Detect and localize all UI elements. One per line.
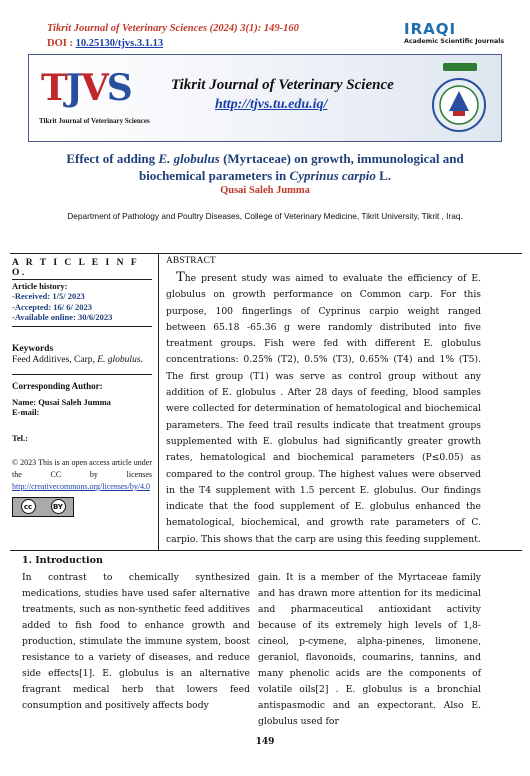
- keywords-section: [12, 344, 152, 375]
- telephone: Tel.:: [12, 432, 28, 443]
- by-icon: BY: [51, 499, 66, 514]
- title-species: E. globulus: [158, 151, 220, 166]
- intro-column-left: In contrast to chemically synthesized medications, studies have used safer alternative treatments, such as non-synthetic feed additives added to fish food to enhance growth and production, stimulate the immune system, boost resistance to a variety of diseases, and reduce side effects[1]. E. globulus is an alternative fragrant medical herb that lowers feed consumption and positively affects body: [22, 572, 250, 711]
- corresponding-heading: Corresponding Author:: [12, 380, 103, 391]
- abstract-body: [166, 270, 481, 548]
- paper-title: [40, 150, 490, 184]
- iraqi-logo-word: IRAQI: [404, 20, 457, 38]
- introduction-heading: 1. Introduction: [22, 555, 103, 566]
- tjvs-logo-letters: [41, 67, 131, 109]
- article-history: [12, 281, 152, 327]
- article-info-sidebar: [12, 255, 152, 517]
- intro-column-right: gain. It is a member of the Myrtaceae family and has drawn more attention for its medicinal and pharmaceutical antioxidant activity because of its extremely high levels of 1,8-cineol, p-cymene, alpha-pinenes, limonene, geraniol, flavonoids, coumarins, tannins, and many phenolic acids are the components of volatile oils[2] . E. globulus is a bronchial antispasmodic and an expectorant. Also E. globulus used for: [258, 572, 481, 727]
- logo-letter-v: V: [80, 67, 107, 109]
- cc-by-badge: [12, 497, 74, 517]
- cc-icon: cc: [21, 499, 36, 514]
- corresponding-name: Name: Qusai Saleh Jumma: [12, 396, 111, 407]
- keywords-heading: Keywords: [12, 343, 54, 354]
- accepted-date: -Accepted: 16/ 6/ 2023: [12, 301, 93, 312]
- abstract-divider: [10, 550, 522, 551]
- available-date: -Available online: 30/6/2023: [12, 312, 113, 322]
- article-info-heading: A R T I C L E I N F O.: [12, 255, 152, 280]
- abstract-drop-letter: T: [176, 270, 185, 285]
- logo-letter-t: T: [41, 67, 66, 109]
- doi-link[interactable]: 10.25130/tjvs.3.1.13: [75, 38, 164, 49]
- university-seal-icon: [423, 61, 491, 135]
- author-name: Qusai Saleh Jumma: [220, 185, 310, 196]
- title-part-2: (Myrtaceae) on growth, immunological and biochemical parameters in: [138, 151, 464, 183]
- journal-url-link[interactable]: http://tjvs.tu.edu.iq/: [215, 97, 328, 112]
- logo-letter-s: S: [106, 67, 131, 109]
- doi-line: [47, 38, 163, 49]
- title-fish: Cyprinus carpio: [289, 168, 376, 183]
- journal-banner: [28, 54, 502, 142]
- tjvs-logo: [37, 63, 150, 135]
- license-link[interactable]: http://creativecommons.org/licenses/by/4.0: [12, 481, 151, 491]
- title-part-3: L.: [375, 168, 392, 183]
- abstract-text: he present study was aimed to evaluate the efficiency of E. globulus on growth performance on Common carp. For this purpose, 100 fingerlings of Cyprinus carpio weight ranged between 65.18 -65.36 g were randomly distributed into five treatment groups. Fish were fed with different E. globulus concentrations: 0.25% (T2), 0.5% (T3), 0.65% (T4) and 1% (T5). The first group (T1) was serve as control group without any addition of E. globulus . After 28 days of feeding, blood samples were collected for determination of hematological and biochemical parameters. The feed trail results indicate that treatment groups supplemented with E. globulus had significantly greater growth rates, hematological and biochemical parameters (P≤0.05) as compared to the control group. The highest values were observed in the T4 supplement with 1.5 percent E. globulus. Our findings indicate that the food supplement of E. globulus enhanced the hematological, biochemical, and growth rate parameters of C. carpio. This shows that the carp are using this feeding supplement.: [166, 273, 481, 545]
- corresponding-email: E-mail:: [12, 406, 40, 417]
- header-divider: [10, 253, 522, 254]
- received-date: -Received: 1/5/ 2023: [12, 291, 85, 301]
- affiliation: Department of Pathology and Poultry Diseases, College of Veterinary Medicine, Tikrit University, Tikrit , Iraq.: [67, 211, 463, 221]
- history-label: Article history:: [12, 281, 68, 291]
- tjvs-logo-caption: Tikrit Journal of Veterinary Sciences: [39, 117, 150, 125]
- abstract-heading: ABSTRACT: [166, 256, 216, 266]
- doi-label: DOI :: [47, 38, 76, 49]
- keywords-text: Feed Additives, Carp, E. globulus.: [12, 354, 143, 365]
- license-statement: © 2023 This is an open access article under the CC by licenses http://creativecommons.org/licenses/by/4.0: [12, 457, 152, 491]
- journal-reference: Tikrit Journal of Veterinary Sciences (2024) 3(1): 149-160: [47, 23, 299, 34]
- column-divider: [158, 253, 159, 550]
- logo-letter-j: J: [65, 67, 81, 109]
- iraqi-journals-logo: [404, 20, 504, 50]
- title-part-1: Effect of adding: [66, 151, 159, 166]
- iraqi-logo-subtitle: Academic Scientific Journals: [404, 38, 505, 45]
- banner-title: Tikrit Journal of Veterinary Science: [171, 77, 394, 93]
- page-number: 149: [255, 737, 275, 747]
